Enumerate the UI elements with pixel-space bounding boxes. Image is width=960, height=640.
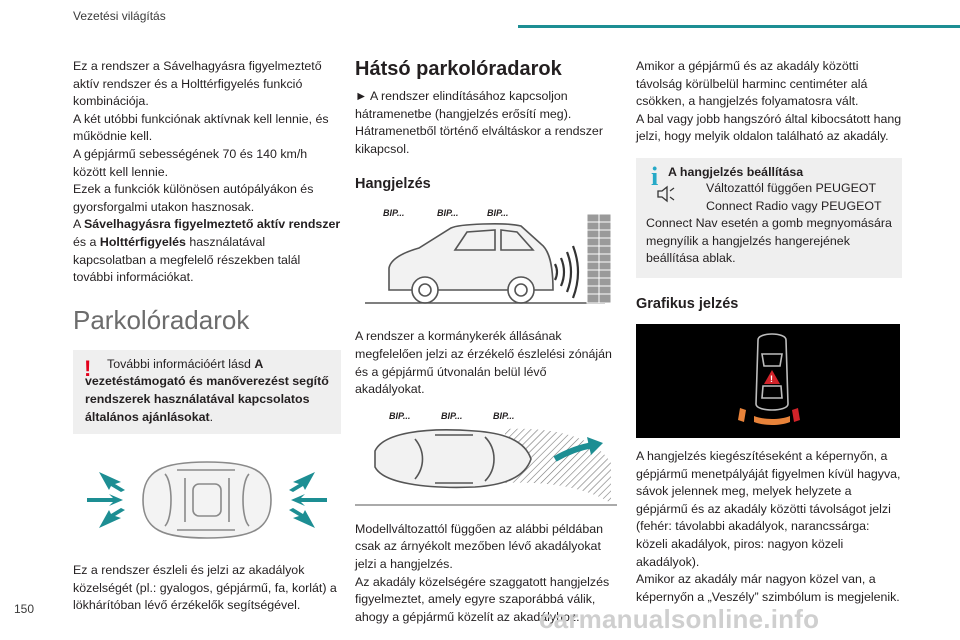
steering-paragraph: A rendszer a kormánykerék állásának megfelelően jelzi az érzékelő észlelési zónáján és a gépjármű útvonalán belül lévő akadályokat. bbox=[355, 329, 612, 397]
subheading-audible: Hangjelzés bbox=[355, 176, 431, 193]
intro-paragraph-2: A két utóbbi funkciónak aktívnak kell lennie, és működnie kell. bbox=[73, 111, 329, 144]
screen-drawing bbox=[636, 324, 900, 438]
info-row-text: Változattól függően PEUGEOT Connect Radio vagy PEUGEOT bbox=[706, 180, 882, 213]
intro-paragraph-3: A gépjármű sebességének 70 és 140 km/h között kell lennie. bbox=[73, 146, 308, 179]
warning-box bbox=[73, 350, 341, 434]
info-title: A hangjelzés beállítása bbox=[668, 164, 804, 179]
intro-paragraph-1: Ez a rendszer a Sávelhagyásra figyelmeztető aktív rendszer és a Holttérfigyelés funkció kombinációja. bbox=[73, 59, 322, 109]
subheading-visual: Grafikus jelzés bbox=[636, 295, 739, 312]
section-heading-parking-radar: Parkolóradarok bbox=[73, 304, 250, 335]
ref-mid: és a bbox=[73, 234, 100, 249]
ref-pre: A bbox=[73, 217, 85, 232]
rear-radar-intro: ► A rendszer elindításához kapcsoljon hátramenetbe (hangjelzés erősítí meg). bbox=[355, 89, 572, 121]
column-2 bbox=[355, 58, 617, 626]
column-1 bbox=[73, 58, 341, 615]
page-number: 150 bbox=[14, 602, 35, 616]
info-box-sound-settings bbox=[636, 158, 902, 278]
ref-bold-2: Holttérfigyelés bbox=[99, 234, 186, 249]
heading-rear-parking-radar: Hátsó parkolóradarok bbox=[355, 58, 562, 80]
radar-caption: Ez a rendszer észleli és jelzi az akadályok közelségét (pl.: gyalogos, gépjármű, fa, korlát) a lökhárítóban lévő érzékelők segítségével. bbox=[73, 563, 337, 613]
warning-text-pre: További információért lásd bbox=[107, 356, 255, 371]
svg-text:!: ! bbox=[770, 373, 773, 384]
intermittent-signal-paragraph: Az akadály közelségére szaggatott hangjelzés figyelmeztet, amely egyre szaporábbá válik, ahogy a gépjármű közelít az akadályhoz. bbox=[355, 574, 610, 624]
warning-text-post: . bbox=[209, 409, 214, 424]
car-sensors-illustration bbox=[73, 448, 341, 552]
header-section-title: Vezetési világítás bbox=[73, 9, 166, 23]
reference-paragraph bbox=[73, 216, 341, 286]
warning-text bbox=[85, 356, 331, 426]
speaker-side-paragraph: A bal vagy jobb hangszóró által kibocsátott hang jelzi, hogy melyik oldalon található az akadály. bbox=[636, 111, 902, 144]
warning-text-bold: A vezetéstámogató és manőverezést segítő rendszerek használatával kapcsolatos általános ajánlásokat bbox=[85, 356, 329, 424]
column-3 bbox=[636, 58, 902, 606]
ref-bold-1: Sávelhagyásra figyelmeztető aktív rendszer bbox=[84, 217, 341, 232]
info-continued-text: Connect Nav esetén a gomb megnyomására megnyílik a hangjelzés hangerejének beállítása ablak. bbox=[646, 216, 892, 266]
bip-label-2: BIP... bbox=[437, 208, 459, 219]
bip-label-5: BIP... bbox=[441, 410, 463, 421]
visual-display-screen bbox=[636, 324, 900, 438]
header-accent-bar bbox=[518, 25, 960, 28]
ref-post: használatával kapcsolatban a megfelelő részekben talál további információkat. bbox=[73, 234, 301, 285]
rear-radar-intro-2: Hátramenetből történő elváltáskor a rendszer kikapcsol. bbox=[355, 124, 603, 156]
car-detection-zone-drawing bbox=[355, 407, 617, 509]
continuous-signal-paragraph: Amikor a gépjármű és az akadály közötti távolság körülbelül harminc centiméter alá csökken, a hangjelzés folyamatosra vált. bbox=[636, 59, 868, 109]
bip-label-3: BIP... bbox=[487, 208, 509, 219]
car-reversing-wall-drawing bbox=[355, 204, 617, 316]
graphic-description-paragraph: A hangjelzés kiegészítéseként a képernyőn, a gépjármű menetpályáját figyelmen kívül hagyva, sávok jelennek meg, melyek helyzete a gépjármű és az akadály közötti távolságot jelzi (fehér: távolabbi akadályok, narancssárga: közeli akadályok, piros: nagyon közeli akadályok). bbox=[636, 448, 901, 569]
bip-label-4: BIP... bbox=[389, 410, 411, 421]
danger-symbol-paragraph: Amikor az akadály már nagyon közel van, a képernyőn a „Veszély” szimbólum is megjelenik. bbox=[636, 572, 900, 604]
info-icon: i bbox=[651, 161, 659, 191]
warning-icon: ! bbox=[84, 355, 92, 381]
info-row bbox=[646, 180, 892, 215]
bip-label-1: BIP... bbox=[383, 208, 405, 219]
model-variant-paragraph: Modellváltozattól függően az alábbi példában csak az árnyékolt mezőben lévő akadályokat jelzi a hangjelzés. bbox=[355, 521, 603, 571]
intro-paragraph-4: Ezek a funkciók különösen autópályákon és gyorsforgalmi utakon hasznosak. bbox=[73, 182, 314, 214]
detection-zone-illustration bbox=[355, 407, 617, 509]
watermark-text: carmanualsonline.info bbox=[539, 604, 820, 634]
bip-label-6: BIP... bbox=[493, 410, 515, 421]
audible-signal-illustration bbox=[355, 204, 617, 316]
